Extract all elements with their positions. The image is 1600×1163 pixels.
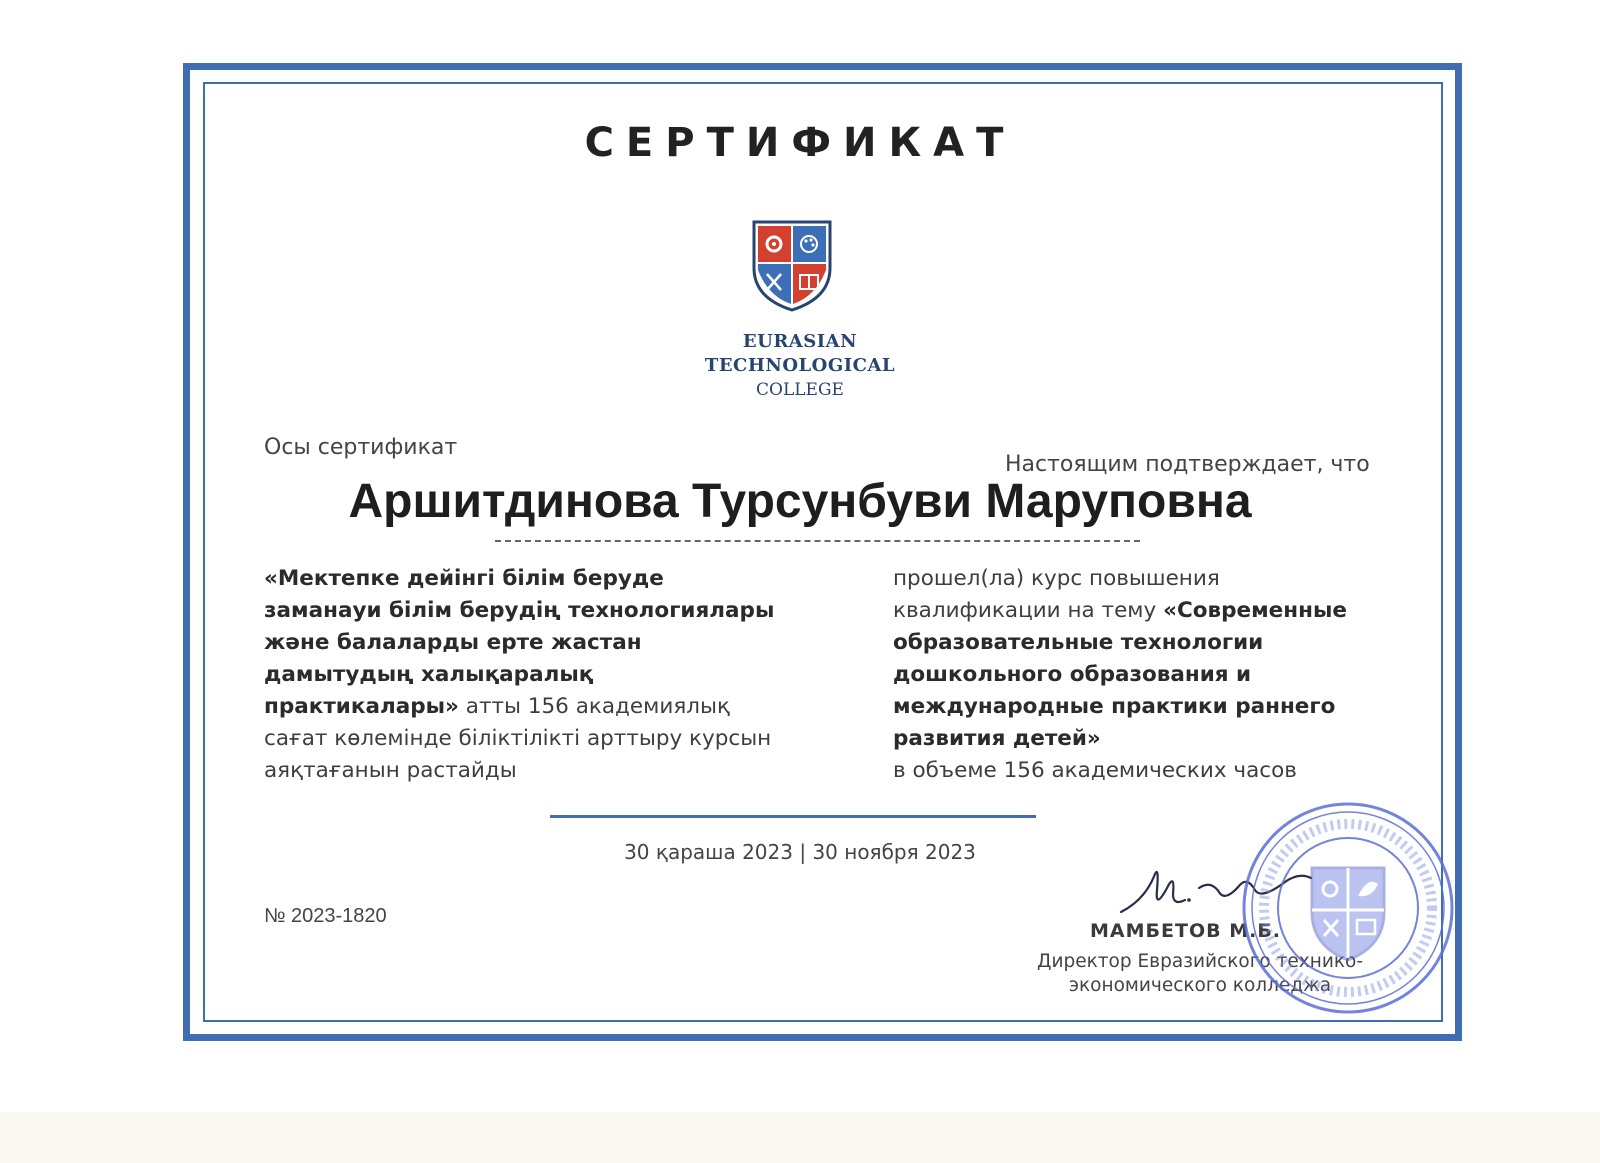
- kazakh-course-description: [264, 563, 784, 787]
- signer-name: МАМБЕТОВ М.Б.: [1090, 920, 1282, 942]
- kazakh-course-details: атты 156 академиялық сағат көлемінде біліктілікті арттыру курсын аяқтағанын растайды: [264, 694, 772, 783]
- college-name: [0, 330, 1600, 402]
- certificate-title: СЕРТИФИКАТ: [584, 120, 1016, 166]
- kazakh-course-title: «Мектепке дейінгі білім беруде заманауи білім берудің технологиялары және балаларды ерте жастан дамытудың халықаралық практикалары»: [264, 566, 775, 719]
- kazakh-intro-text: Осы сертификат: [264, 435, 458, 460]
- college-crest-logo: [750, 218, 834, 312]
- signer-title-line1: Директор Евразийского технико-: [1036, 951, 1364, 972]
- official-stamp-seal: [1240, 800, 1456, 1016]
- college-name-line3: COLLEGE: [756, 380, 844, 400]
- russian-course-intro: прошел(ла) курс повышения квалификации на тему: [893, 566, 1220, 623]
- recipient-name: Аршитдинова Турсунбуви Маруповна: [348, 475, 1252, 528]
- russian-course-title: «Современные образовательные технологии дошкольного образования и международные практики раннего развития детей»: [893, 598, 1347, 751]
- name-underline: [495, 540, 1140, 542]
- russian-intro-text: Настоящим подтверждает, что: [1005, 452, 1370, 477]
- date-divider: [550, 815, 1036, 818]
- certificate-number: № 2023-1820: [264, 905, 387, 927]
- russian-course-description: [893, 563, 1363, 787]
- scan-bottom-margin: [0, 1112, 1600, 1163]
- signer-title-line2: экономического колледжа: [1068, 975, 1332, 996]
- college-name-line2: TECHNOLOGICAL: [704, 355, 896, 376]
- issue-date: 30 қараша 2023 | 30 ноября 2023: [624, 840, 976, 864]
- college-name-line1: EURASIAN: [742, 331, 858, 352]
- russian-course-hours: в объеме 156 академических часов: [893, 758, 1297, 783]
